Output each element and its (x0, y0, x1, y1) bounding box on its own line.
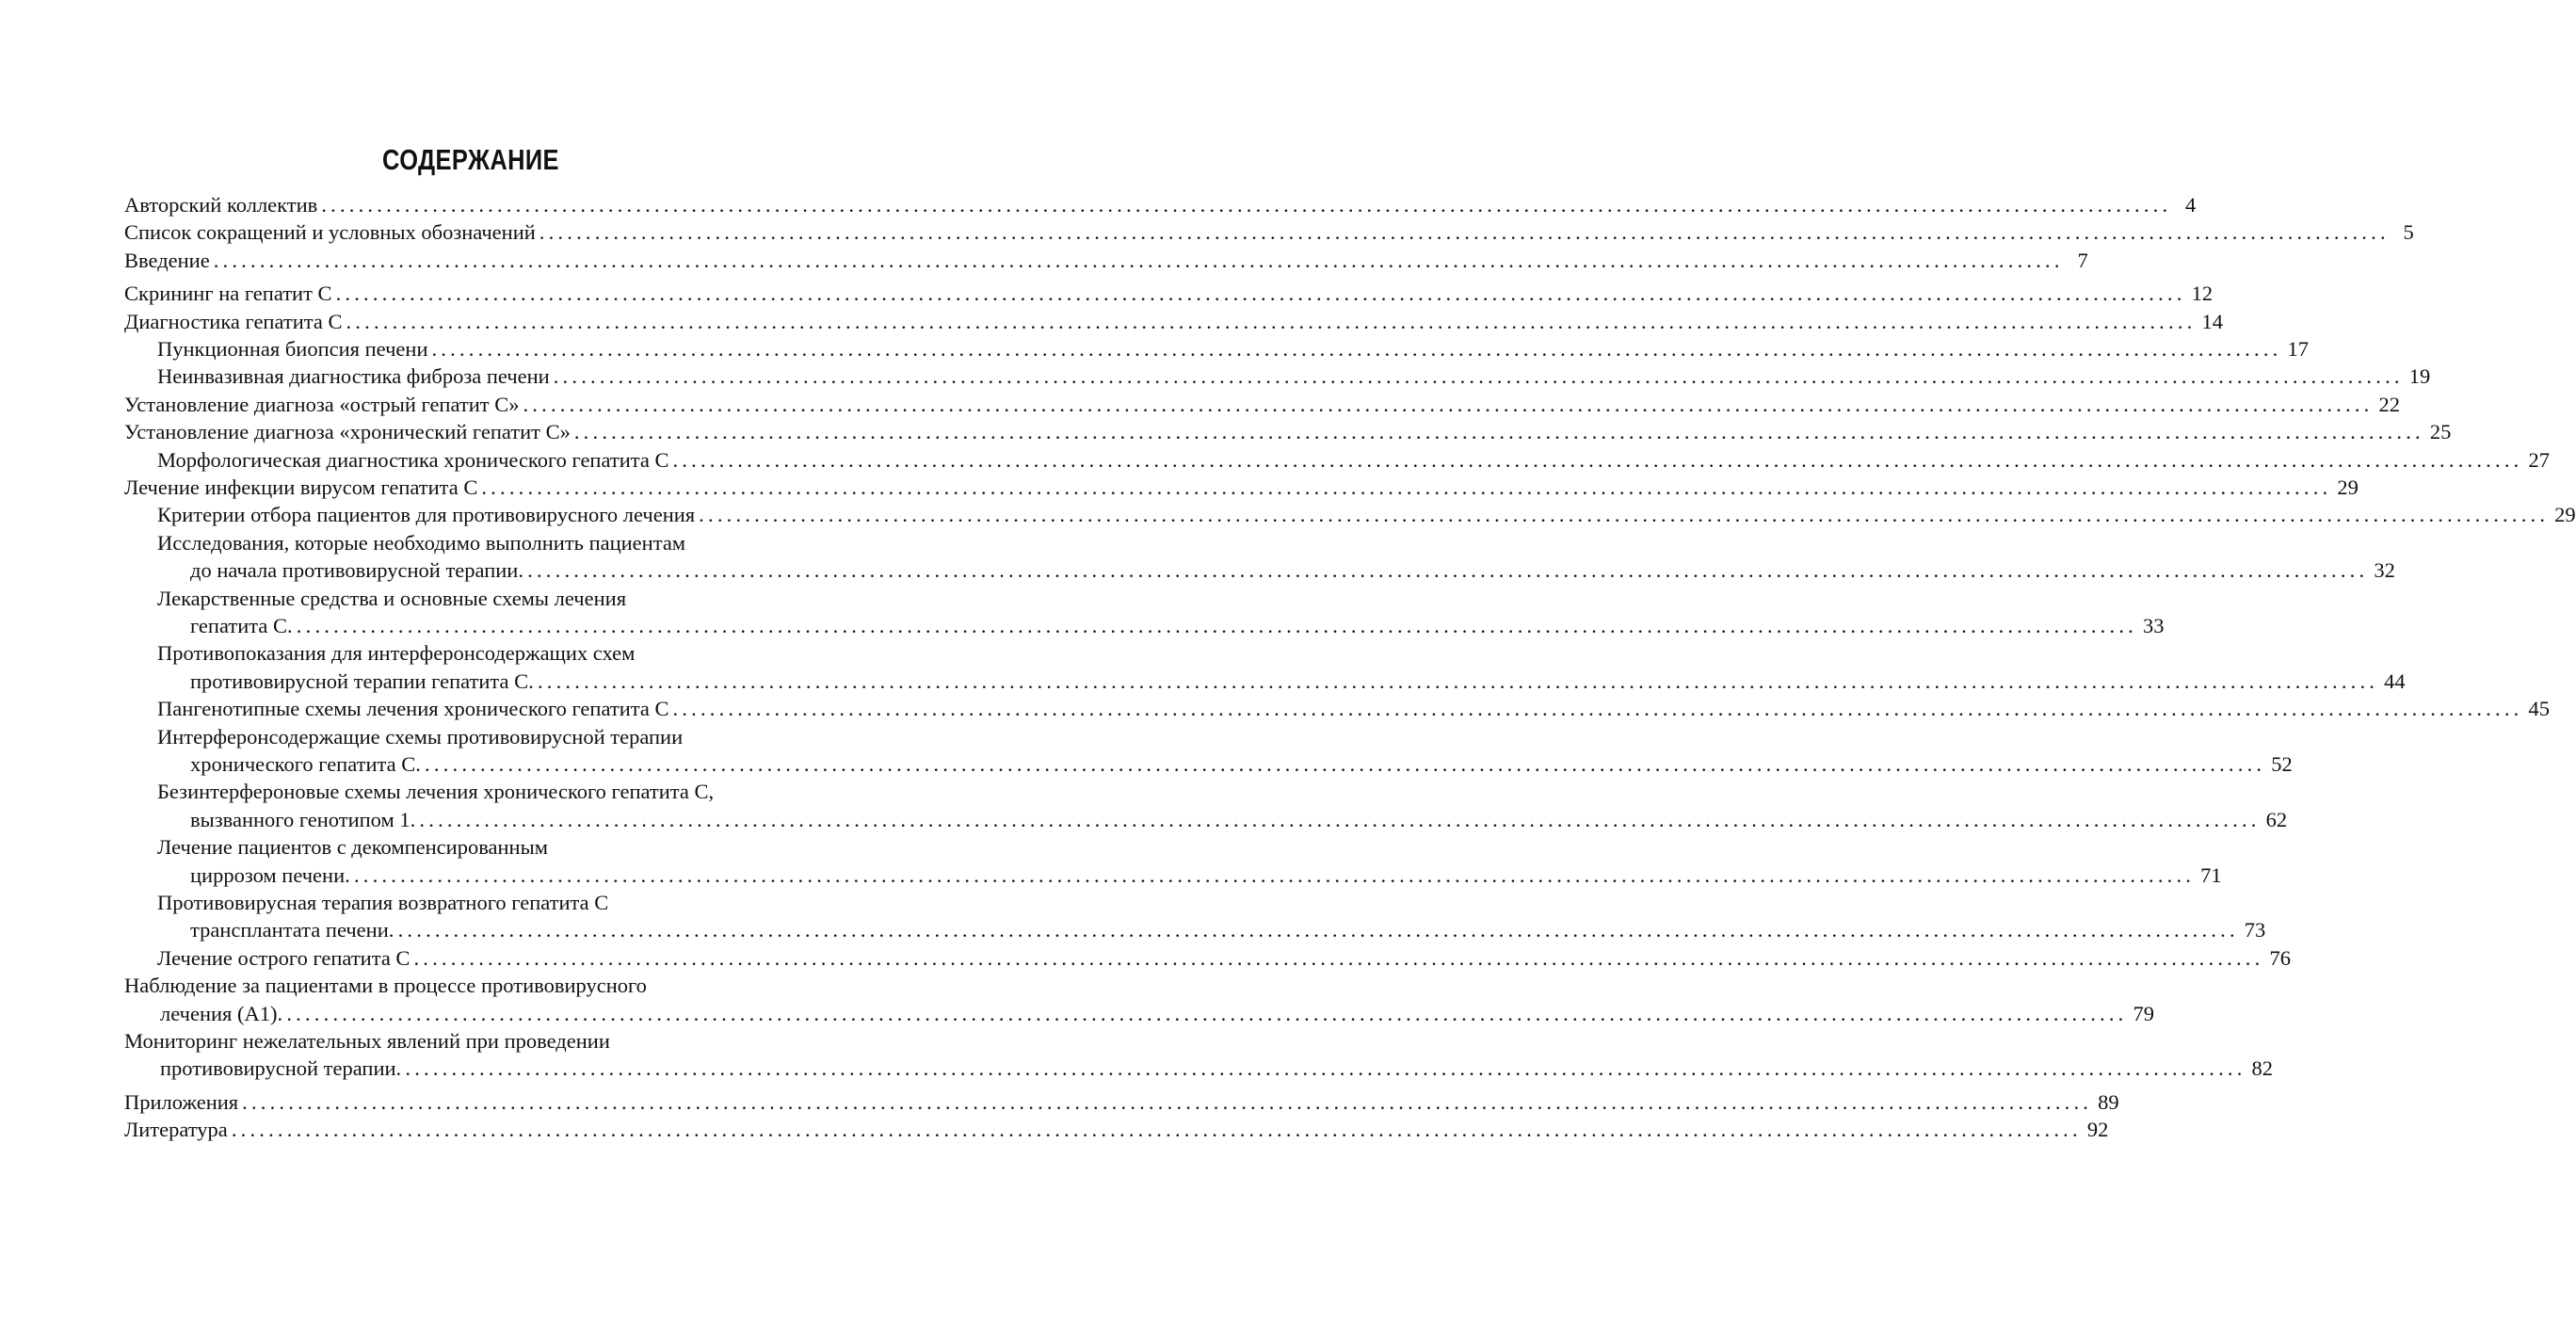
toc-entry (157, 639, 838, 668)
toc-entry (124, 418, 2452, 446)
toc-entry (190, 916, 2266, 944)
toc-entry-title: Введение (124, 247, 214, 275)
toc-entry-title: Наблюдение за пациентами в процессе противовирусного (124, 972, 651, 1000)
dot-leader: ........................................................................................................................................................................................................ (573, 420, 2424, 444)
toc-page-number: 76 (2269, 945, 2291, 970)
dot-leader: ........................................................................................................................................................................................................ (213, 248, 2064, 272)
toc-entry (160, 1000, 2154, 1028)
toc-entry-title: Безинтерфероновые схемы лечения хронического гепатита С, (157, 778, 717, 806)
toc-page-number: 62 (2265, 807, 2288, 831)
toc-page-number: 5 (2403, 220, 2414, 245)
dot-leader: ........................................................................................................................................................................................................ (395, 1056, 2246, 1081)
dot-leader: ........................................................................................................................................................................................................ (699, 503, 2550, 527)
toc-entry-title: циррозом печени (190, 862, 345, 890)
toc-entry-title: противовирусной терапии (160, 1055, 396, 1083)
dot-leader: ........................................................................................................................................................................................................ (321, 193, 2172, 217)
toc-entry-title: Противопоказания для интерферонсодержащих схем (157, 639, 638, 668)
toc-page-number: 17 (2287, 337, 2309, 361)
toc-entry (124, 280, 2214, 308)
toc-entry-title: Авторский коллектив (124, 191, 321, 219)
toc-entry (190, 862, 2222, 890)
toc-entry (157, 585, 838, 613)
dot-leader: ........................................................................................................................................................................................................ (553, 364, 2404, 389)
dot-leader: ........................................................................................................................................................................................................ (481, 475, 2332, 499)
toc-entry (157, 335, 2309, 363)
toc-entry-title: Лекарственные средства и основные схемы лечения (157, 585, 630, 613)
dot-leader: ........................................................................................................................................................................................................ (415, 752, 2266, 776)
toc-entry-title: Исследования, которые необходимо выполнить пациентам (157, 529, 689, 557)
toc-entry (157, 446, 2550, 475)
toc-entry (190, 750, 2293, 779)
dot-leader: ........................................................................................................................................................................................................ (518, 558, 2369, 583)
toc-entry (157, 695, 2550, 723)
dot-leader: ........................................................................................................................................................................................................ (388, 918, 2239, 942)
toc-entry (157, 778, 838, 806)
dot-leader: ........................................................................................................................................................................................................ (335, 282, 2186, 306)
toc-page-number: 22 (2378, 392, 2400, 416)
toc-page-number: 27 (2528, 447, 2550, 472)
toc-entry-title: Список сокращений и условных обозначений (124, 218, 539, 247)
toc-entry-title: хронического гепатита С (190, 750, 415, 779)
toc-page-number: 7 (2077, 248, 2088, 272)
dot-leader: ........................................................................................................................................................................................................ (346, 309, 2197, 333)
toc-entry-title: Критерии отбора пациентов для противовирусного лечения (157, 501, 699, 529)
dot-leader: ........................................................................................................................................................................................................ (528, 668, 2379, 693)
dot-leader: ........................................................................................................................................................................................................ (277, 1001, 2128, 1025)
toc-entry (157, 833, 838, 862)
toc-page-number: 4 (2185, 193, 2197, 217)
toc-entry (124, 391, 2400, 419)
toc-page-number: 79 (2133, 1001, 2154, 1025)
toc-entry (124, 191, 2197, 219)
toc-entry (124, 218, 2414, 247)
toc-entry (157, 723, 838, 751)
toc-entry (190, 806, 2288, 834)
toc-page-number: 12 (2191, 282, 2214, 306)
dot-leader: ........................................................................................................................................................................................................ (431, 337, 2282, 361)
toc-entry (124, 1088, 2119, 1117)
dot-leader: ........................................................................................................................................................................................................ (672, 697, 2523, 721)
toc-page-number: 14 (2201, 309, 2223, 333)
toc-entry-title: вызванного генотипом 1 (190, 806, 411, 834)
toc-page-number: 52 (2271, 752, 2293, 776)
dot-leader: ........................................................................................................................................................................................................ (672, 447, 2523, 472)
dot-leader: ........................................................................................................................................................................................................ (286, 614, 2137, 637)
toc-page-number: 89 (2098, 1089, 2119, 1114)
toc-entry (124, 972, 838, 1000)
toc-entry-title: лечения (А1) (160, 1000, 278, 1028)
toc-entry (190, 668, 2406, 696)
dot-leader: ........................................................................................................................................................................................................ (410, 807, 2261, 831)
toc-entry-title: Противовирусная терапия возвратного гепатита С (157, 889, 612, 917)
toc-page-number: 45 (2528, 697, 2550, 721)
toc-entry (124, 308, 2223, 336)
toc-entry-title: Литература (124, 1116, 232, 1144)
toc-entry-title: трансплантата печени (190, 916, 389, 944)
toc-entry-title: Диагностика гепатита С (124, 308, 346, 336)
toc-page-number: 25 (2429, 420, 2452, 444)
toc-entry-title: Лечение пациентов с декомпенсированным (157, 833, 552, 862)
toc-entry-title: гепатита С (190, 612, 287, 640)
dot-leader: ........................................................................................................................................................................................................ (345, 862, 2196, 887)
toc-entry-title: Приложения (124, 1088, 242, 1117)
toc-entry (190, 556, 2395, 585)
dot-leader: ........................................................................................................................................................................................................ (242, 1089, 2093, 1114)
toc-page-number: 33 (2142, 614, 2165, 637)
toc-page-number: 19 (2408, 364, 2431, 389)
toc-page-number: 73 (2244, 918, 2266, 942)
toc-entry (157, 362, 2431, 391)
toc-entry (160, 1055, 2274, 1083)
toc-entry-title: Пангенотипные схемы лечения хронического гепатита С (157, 695, 672, 723)
page-title: СОДЕРЖАНИЕ (382, 143, 559, 176)
dot-leader: ........................................................................................................................................................................................................ (413, 945, 2264, 970)
toc-entry (124, 1116, 2109, 1144)
toc-entry-title: Неинвазивная диагностика фиброза печени (157, 362, 554, 391)
toc-entry-title: Скрининг на гепатит С (124, 280, 336, 308)
toc-entry (157, 501, 2576, 529)
toc-entry-title: Пункционная биопсия печени (157, 335, 431, 363)
toc-entry (124, 1027, 838, 1055)
dot-leader: ........................................................................................................................................................................................................ (539, 220, 2390, 245)
dot-leader: ........................................................................................................................................................................................................ (231, 1118, 2082, 1142)
toc-page-number: 32 (2374, 558, 2395, 583)
toc-entry (124, 247, 2088, 275)
toc-entry-title: противовирусной терапии гепатита С (190, 668, 528, 696)
toc-page-number: 82 (2251, 1056, 2274, 1081)
toc-entry-title: до начала противовирусной терапии (190, 556, 518, 585)
toc-entry (157, 944, 2291, 973)
toc-entry (190, 612, 2165, 640)
toc-entry-title: Мониторинг нежелательных явлений при проведении (124, 1027, 614, 1055)
toc-page-number: 29 (2554, 503, 2576, 527)
toc-entry (124, 474, 2359, 502)
toc-entry-title: Лечение инфекции вирусом гепатита С (124, 474, 481, 502)
dot-leader: ........................................................................................................................................................................................................ (523, 392, 2374, 416)
toc-entry (157, 889, 838, 917)
toc-entry-title: Лечение острого гепатита С (157, 944, 413, 973)
toc-page-number: 29 (2337, 475, 2359, 499)
toc-page-number: 92 (2086, 1118, 2109, 1142)
toc-entry (157, 529, 838, 557)
toc-entry-title: Установление диагноза «острый гепатит С» (124, 391, 523, 419)
toc-page-number: 44 (2384, 668, 2406, 693)
toc-entry-title: Установление диагноза «хронический гепатит С» (124, 418, 574, 446)
toc-page-number: 71 (2200, 862, 2222, 887)
toc-entry-title: Интерферонсодержащие схемы противовирусной терапии (157, 723, 686, 751)
toc-entry-title: Морфологическая диагностика хронического гепатита С (157, 446, 672, 475)
